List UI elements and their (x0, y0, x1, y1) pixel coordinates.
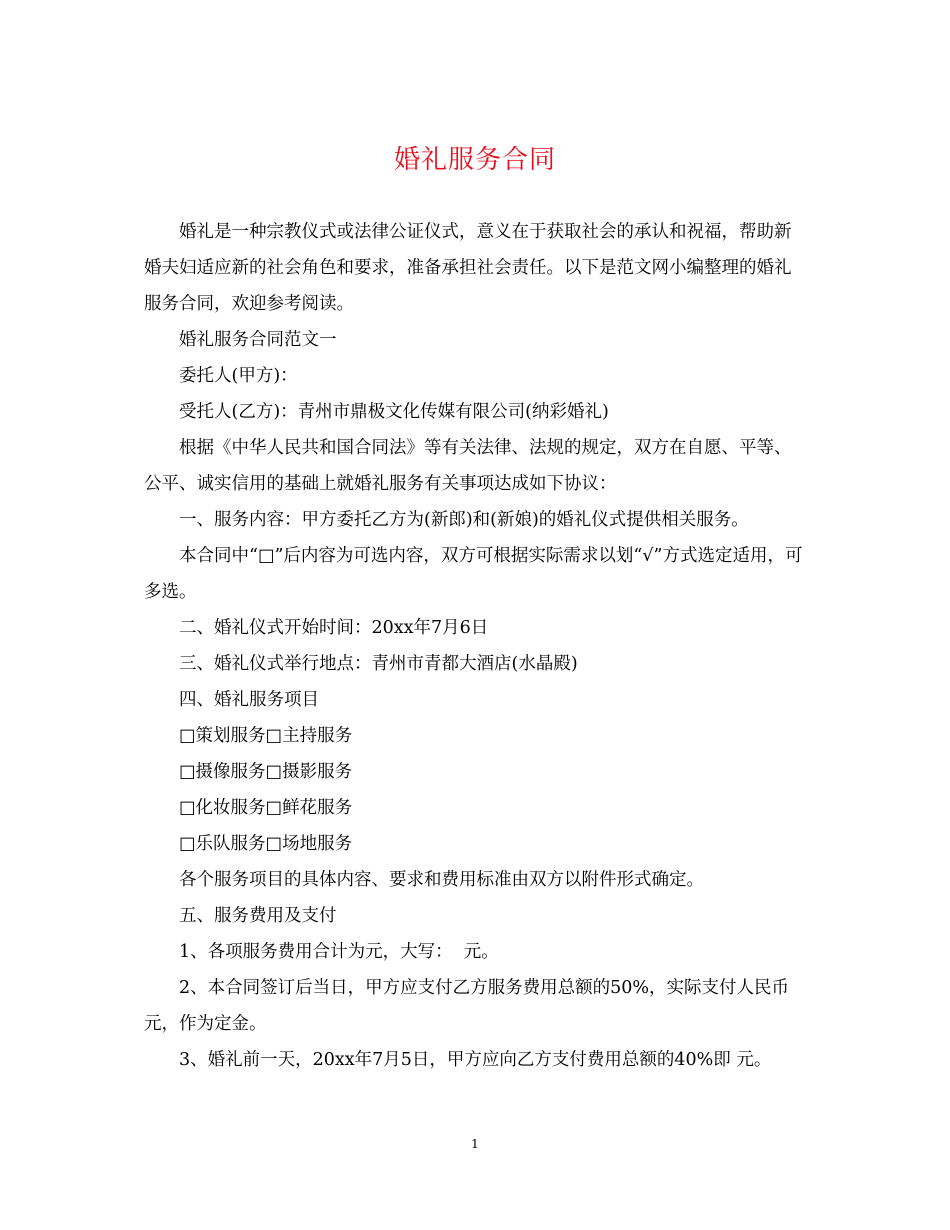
party-b-line: 受托人(乙方)：青州市鼎极文化传媒有限公司(纳彩婚礼) (179, 402, 609, 422)
page-number: 1 (471, 1137, 479, 1151)
service-option-row-2: □摄像服务□摄影服务 (179, 762, 353, 782)
service-option-row-3: □化妆服务□鲜花服务 (179, 798, 353, 818)
document-body (144, 214, 804, 1078)
service-option-row-1: □策划服务□主持服务 (179, 726, 353, 746)
clause-ceremony-time: 二、婚礼仪式开始时间：20xx年7月6日 (179, 618, 489, 638)
fee-item-1: 1、各项服务费用合计为元，大写： 元。 (179, 942, 499, 962)
document-title: 婚礼服务合同 (393, 145, 556, 175)
fee-item-3: 3、婚礼前一天，20xx年7月5日，甲方应向乙方支付费用总额的40%即 元。 (179, 1050, 772, 1070)
service-details-note: 各个服务项目的具体内容、要求和费用标准由双方以附件形式确定。 (179, 870, 704, 890)
optional-content-note: 本合同中“□”后内容为可选内容，双方可根据实际需求以划“√”方式选定适用，可多选。 (144, 546, 803, 602)
clause-service-content: 一、服务内容：甲方委托乙方为(新郎)和(新娘)的婚礼仪式提供相关服务。 (179, 510, 749, 530)
clause-ceremony-location: 三、婚礼仪式举行地点：青州市青都大酒店(水晶殿) (179, 654, 578, 674)
fee-item-2: 2、本合同签订后当日，甲方应支付乙方服务费用总额的50%，实际支付人民币 元，作为定金。 (144, 978, 795, 1034)
legal-basis-paragraph: 根据《中华人民共和国合同法》等有关法律、法规的规定，双方在自愿、平等、公平、诚实信用的基础上就婚礼服务有关事项达成如下协议： (144, 438, 792, 494)
service-option-row-4: □乐队服务□场地服务 (179, 834, 353, 854)
party-a-line: 委托人(甲方)： (179, 366, 298, 386)
section-heading-sample-one: 婚礼服务合同范文一 (179, 330, 337, 350)
clause-service-items: 四、婚礼服务项目 (179, 690, 319, 710)
intro-paragraph: 婚礼是一种宗教仪式或法律公证仪式，意义在于获取社会的承认和祝福，帮助新婚夫妇适应新的社会角色和要求，准备承担社会责任。以下是范文网小编整理的婚礼服务合同，欢迎参考阅读。 (144, 222, 792, 314)
clause-fees-payment: 五、服务费用及支付 (179, 906, 337, 926)
